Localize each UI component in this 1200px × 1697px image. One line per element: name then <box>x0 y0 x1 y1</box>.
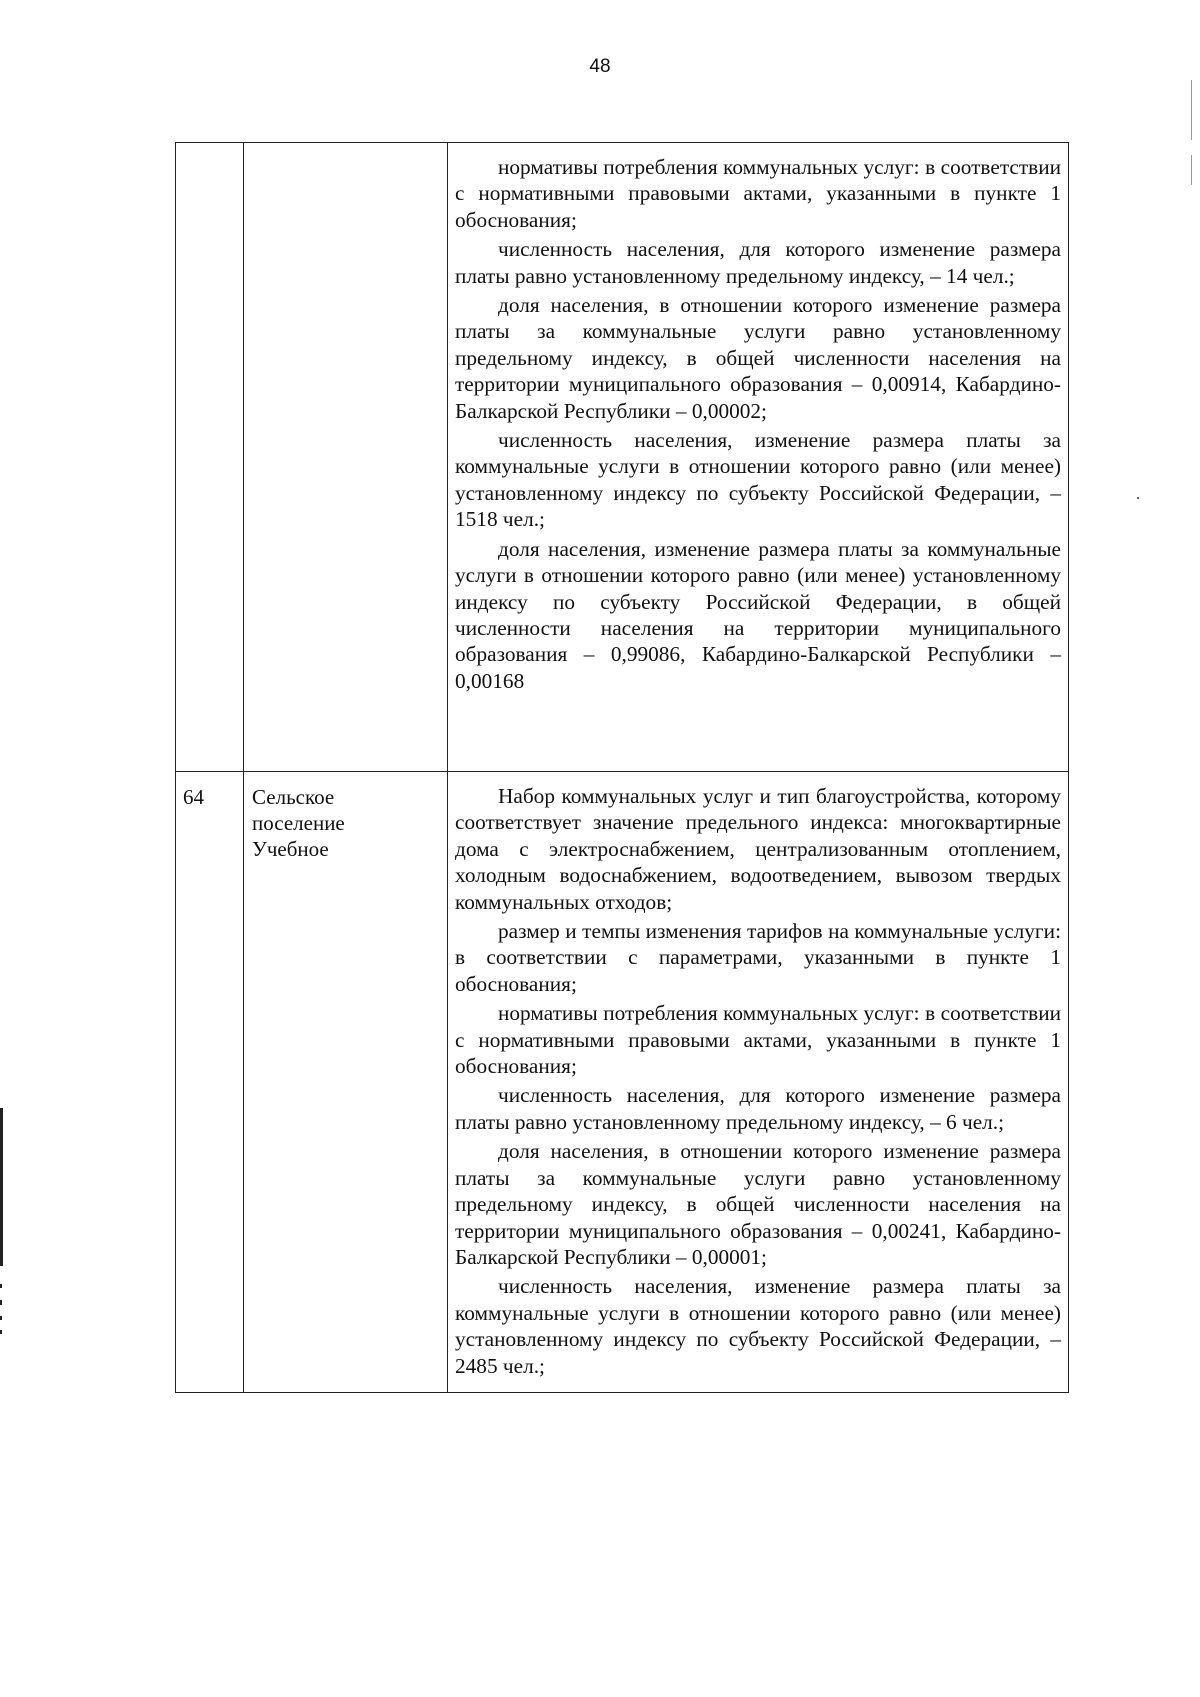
row-number-cell: 64 <box>176 772 244 1393</box>
paragraph: доля населения, в отношении которого изменение размера платы за коммунальные услуги равно установленному предельному индексу, в общей численности населения на территории муниципального образования – 0,00914, Кабардино-Балкарской Республики – 0,00002; <box>455 293 1061 423</box>
paragraph: доля населения, изменение размера платы за коммунальные услуги в отношении которого равно (или менее) установленному индексу по субъекту Российской Федерации, в общей численности населения на территории муниципального образования – 0,99086, Кабардино-Балкарской Республики – 0,00168 <box>455 536 1061 693</box>
table-row <box>176 772 1069 1393</box>
paragraph: численность населения, для которого изменение размера платы равно установленному предельному индексу, – 14 чел.; <box>455 237 1061 288</box>
paragraph: размер и темпы изменения тарифов на коммунальные услуги: в соответствии с параметрами, указанными в пункте 1 обоснования; <box>455 919 1061 996</box>
municipality-name-cell <box>244 772 448 1393</box>
scan-binding-mark <box>0 1316 2 1320</box>
description-cell <box>448 772 1069 1393</box>
paragraph: нормативы потребления коммунальных услуг: в соответствии с нормативными правовыми актами, указанными в пункте 1 обоснования; <box>455 1001 1061 1079</box>
municipality-name-line: Сельское <box>252 785 335 809</box>
paragraph: численность населения, для которого изменение размера платы равно установленному предельному индексу, – 6 чел.; <box>455 1083 1061 1134</box>
description-cell <box>448 143 1069 772</box>
document-table <box>175 142 1069 1393</box>
paragraph: численность населения, изменение размера платы за коммунальные услуги в отношении которого равно (или менее) установленному индексу по субъекту Российской Федерации, – 2485 чел.; <box>455 1274 1061 1378</box>
paragraph: Набор коммунальных услуг и тип благоустройства, которому соответствует значение предельного индекса: многоквартирные дома с электроснабжением, централизованным отоплением, холодным водоснабжением, водоотведением, вывозом твердых коммунальных отходов; <box>455 784 1061 914</box>
paragraph: нормативы потребления коммунальных услуг: в соответствии с нормативными правовыми актами, указанными в пункте 1 обоснования; <box>455 155 1061 232</box>
scan-binding-mark <box>0 1284 2 1288</box>
municipality-name-cell <box>244 143 448 772</box>
scan-binding-mark <box>0 1108 3 1266</box>
scan-speck <box>1137 497 1139 499</box>
paragraph: доля населения, в отношении которого изменение размера платы за коммунальные услуги равно установленному предельному индексу, в общей численности населения на территории муниципального образования – 0,00241, Кабардино-Балкарской Республики – 0,00001; <box>455 1139 1061 1269</box>
municipality-name-line: поселение <box>252 811 345 835</box>
scan-binding-mark <box>0 1330 2 1334</box>
scan-edge-mark <box>1191 80 1192 140</box>
table-row <box>176 143 1069 772</box>
municipality-name-line: Учебное <box>252 837 329 861</box>
row-number-cell <box>176 143 244 772</box>
page-number: 48 <box>589 56 611 77</box>
paragraph: численность населения, изменение размера платы за коммунальные услуги в отношении которого равно (или менее) установленному индексу по субъекту Российской Федерации, – 1518 чел.; <box>455 428 1061 532</box>
scan-binding-mark <box>0 1300 2 1305</box>
scan-edge-mark <box>1191 155 1192 185</box>
